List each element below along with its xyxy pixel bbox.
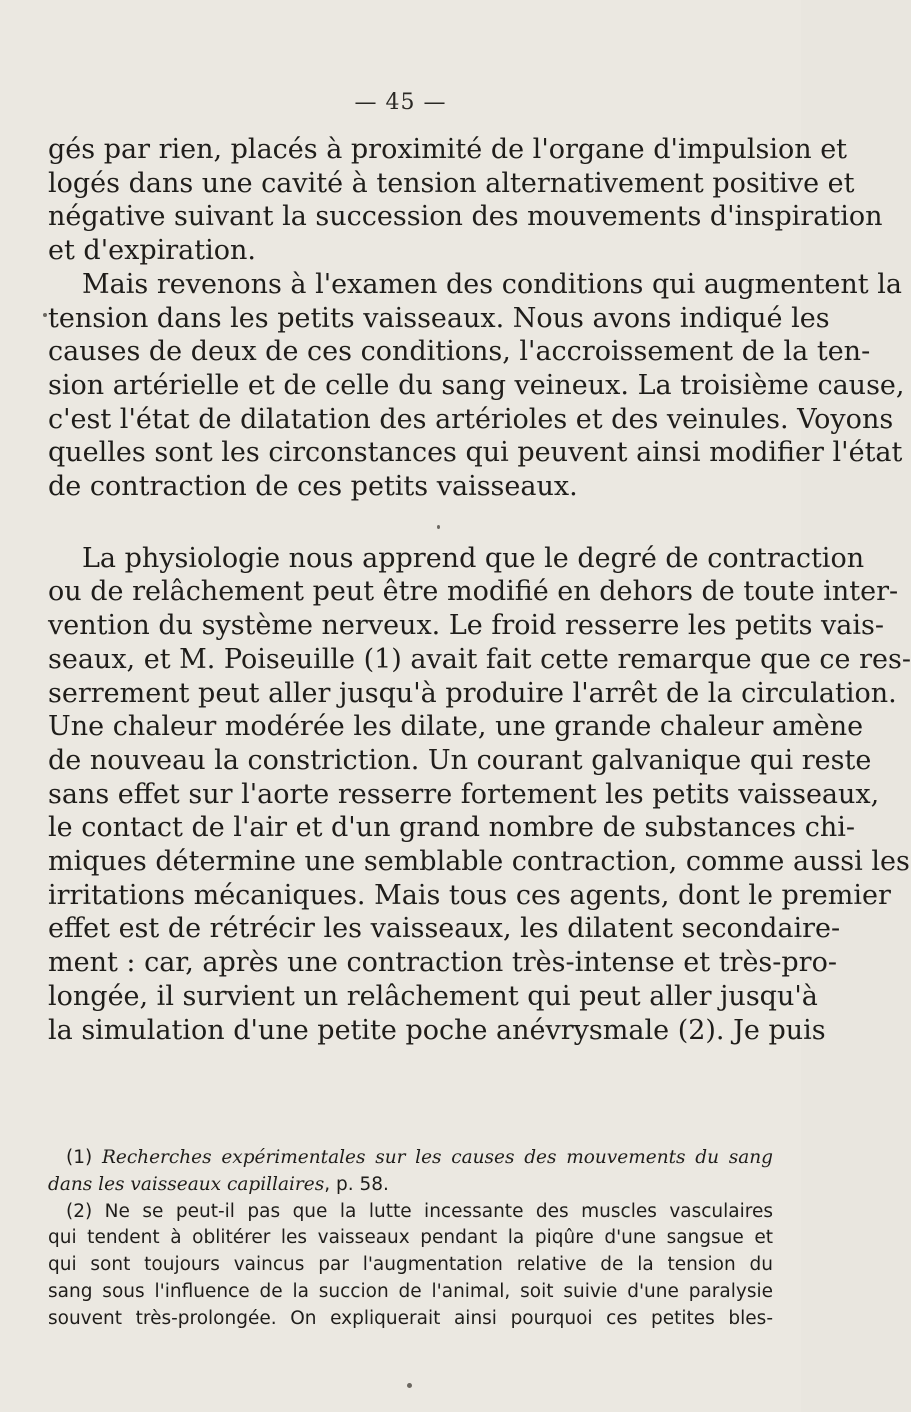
footnote-marker: (1) <box>66 1147 102 1168</box>
paragraph-1 <box>48 133 883 268</box>
footnote-line <box>48 1145 773 1172</box>
footnote-page-ref: , p. 58. <box>324 1173 389 1195</box>
text-line: de contraction de ces petits vaisseaux. <box>48 471 578 503</box>
text-line: et d'expiration. <box>48 235 256 267</box>
text-line: serrement peut aller jusqu'à produire l'arrêt de la circulation. <box>48 677 897 709</box>
text-line: sans effet sur l'aorte resserre fortement les petits vaisseaux, <box>48 778 880 810</box>
footnote-line: sang sous l'influence de la succion de l'animal, soit suivie d'une paralysie <box>48 1280 773 1302</box>
text-line: La physiologie nous apprend que le degré de contraction <box>82 542 865 574</box>
footnotes <box>48 1145 773 1333</box>
text-line: le contact de l'air et d'un grand nombre de substances chi- <box>48 812 855 844</box>
paragraph-2 <box>48 268 905 504</box>
paper-speck <box>437 525 440 529</box>
footnote-2 <box>48 1199 773 1333</box>
text-line: irritations mécaniques. Mais tous ces agents, dont le premier <box>48 879 891 911</box>
text-line: ou de relâchement peut être modifié en dehors de toute inter- <box>48 576 899 608</box>
page-number: — 45 — <box>354 90 447 115</box>
paper-speck <box>43 313 47 317</box>
text-line: sion artérielle et de celle du sang veineux. La troisième cause, <box>48 369 905 401</box>
body-text <box>48 133 911 1047</box>
text-line: de nouveau la constriction. Un courant galvanique qui reste <box>48 744 872 776</box>
text-line: c'est l'état de dilatation des artérioles et des veinules. Voyons <box>48 403 894 435</box>
text-line: ment : car, après une contraction très-intense et très-pro- <box>48 947 837 979</box>
footnote-1 <box>48 1145 773 1199</box>
text-line: Une chaleur modérée les dilate, une grande chaleur amène <box>48 711 864 743</box>
text-line: tension dans les petits vaisseaux. Nous avons indiqué les <box>48 302 830 334</box>
text-line: négative suivant la succession des mouvements d'inspiration <box>48 201 883 233</box>
paragraph-gap <box>48 504 773 542</box>
text-line: la simulation d'une petite poche anévrysmale (2). Je puis <box>48 1014 826 1046</box>
text-line: miques détermine une semblable contraction, comme aussi les <box>48 846 910 878</box>
text-line: quelles sont les circonstances qui peuvent ainsi modifier l'état <box>48 437 903 469</box>
text-line: seaux, et M. Poiseuille (1) avait fait cette remarque que ce res- <box>48 643 911 675</box>
footnote-line <box>48 1172 773 1199</box>
paragraph-3 <box>48 542 911 1048</box>
footnote-line: qui tendent à oblitérer les vaisseaux pendant la piqûre d'une sangsue et <box>48 1227 773 1249</box>
text-line: gés par rien, placés à proximité de l'organe d'impulsion et <box>48 134 848 165</box>
paper-speck <box>407 1383 412 1388</box>
text-line: Mais revenons à l'examen des conditions qui augmentent la <box>82 268 902 300</box>
footnote-title-cont: dans les vaisseaux capillaires <box>48 1173 325 1195</box>
footnote-line: qui sont toujours vaincus par l'augmentation relative de la tension du <box>48 1254 773 1276</box>
footnote-title: Recherches expérimentales sur les causes des mouvements du sang <box>101 1147 774 1168</box>
text-line: effet est de rétrécir les vaisseaux, les dilatent secondaire- <box>48 913 841 945</box>
footnote-line: (2) Ne se peut-il pas que la lutte incessante des muscles vasculaires <box>66 1200 773 1222</box>
footnote-line: souvent très-prolongée. On expliquerait ainsi pourquoi ces petites bles- <box>48 1307 773 1329</box>
text-line: longée, il survient un relâchement qui peut aller jusqu'à <box>48 980 818 1012</box>
text-line: causes de deux de ces conditions, l'accroissement de la ten- <box>48 336 871 368</box>
text-line: logés dans une cavité à tension alternativement positive et <box>48 167 855 199</box>
text-line: vention du système nerveux. Le froid resserre les petits vais- <box>48 610 884 642</box>
